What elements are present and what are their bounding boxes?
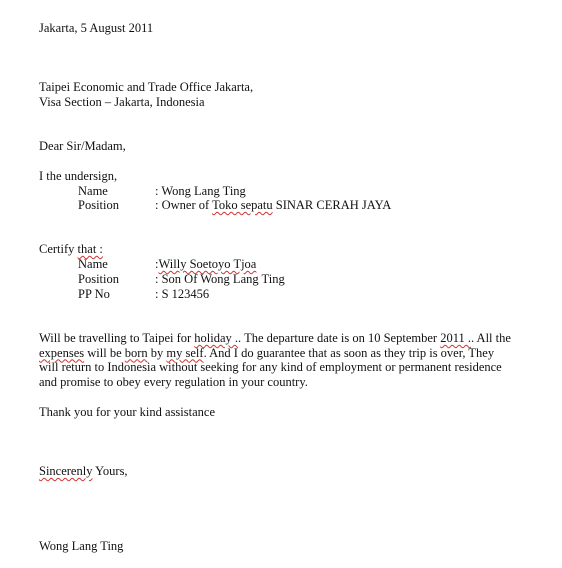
certify-position-value: : Son Of Wong Lang Ting xyxy=(155,272,285,286)
spellcheck-2011: 2011 . xyxy=(440,331,471,345)
certify-name-value xyxy=(155,257,256,271)
undersigned-position-value xyxy=(155,198,391,212)
certify-word: Certify xyxy=(39,242,75,256)
recipient-line-2: Visa Section – Jakarta, Indonesia xyxy=(39,95,205,109)
body-line-4: and promise to obey every regulation in your country. xyxy=(39,374,308,389)
position-suffix: SINAR CERAH JAYA xyxy=(272,198,392,212)
body-text: Will be travelling to Taipei for xyxy=(39,331,195,345)
closing-rest: Yours, xyxy=(92,464,128,478)
certify-name-label: Name xyxy=(78,257,108,271)
certify-pp-label: PP No xyxy=(78,287,110,301)
spellcheck-toko-sepatu: Toko sepatu xyxy=(212,198,273,212)
certify-name-prefix: : xyxy=(155,257,159,271)
body-line-1 xyxy=(39,331,529,346)
body-line-2 xyxy=(39,346,529,361)
spellcheck-sincerenly: Sincerenly xyxy=(39,464,93,478)
recipient-line-1: Taipei Economic and Trade Office Jakarta, xyxy=(39,80,254,94)
body-text: by xyxy=(147,345,167,360)
thanks-line: Thank you for your kind assistance xyxy=(39,405,216,419)
spellcheck-born: born xyxy=(124,345,148,360)
body-line-3: will return to Indonesia without seeking for any kind of employment or permanent residence xyxy=(39,360,502,375)
signature-name: Wong Lang Ting xyxy=(39,539,124,553)
closing xyxy=(39,464,128,478)
spellcheck-my-self: my self xyxy=(166,345,204,360)
spellcheck-holiday: holiday . xyxy=(194,331,239,345)
body-text: will be xyxy=(84,345,125,360)
salutation: Dear Sir/Madam, xyxy=(39,139,126,153)
undersigned-name-label: Name xyxy=(78,184,108,198)
spellcheck-expenses: expenses xyxy=(39,345,85,360)
certify-position-label: Position xyxy=(78,272,119,286)
undersigned-name-value: : Wong Lang Ting xyxy=(155,184,246,198)
spellcheck-that: that : xyxy=(77,242,103,256)
certify-intro xyxy=(39,242,103,256)
spellcheck-willy: Willy Soetoyo Tjoa xyxy=(158,257,257,271)
undersigned-position-label: Position xyxy=(78,198,119,212)
certify-pp-value: : S 123456 xyxy=(155,287,210,301)
letter-date: Jakarta, 5 August 2011 xyxy=(39,21,154,35)
body-text: . All the xyxy=(470,331,511,345)
position-prefix: : Owner of xyxy=(155,198,213,212)
body-text: . The departure date is on 10 September xyxy=(238,331,441,345)
undersigned-intro: I the undersign, xyxy=(39,169,118,183)
body-paragraph xyxy=(39,331,529,389)
body-text: . And I do guarantee that as soon as they trip is over, They xyxy=(203,345,495,360)
